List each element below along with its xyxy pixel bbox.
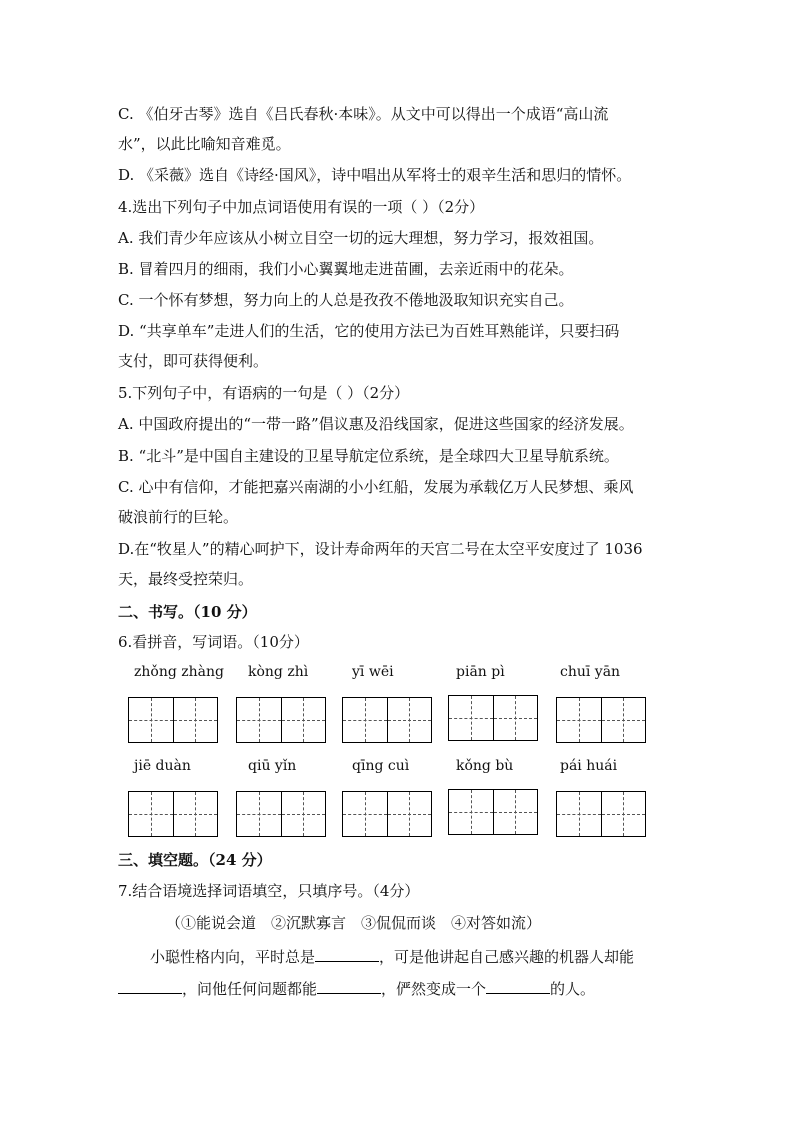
writing-box[interactable] [128, 791, 218, 837]
writing-grid-row-2 [0, 791, 794, 839]
q3-option-c-line1: C. 《伯牙古琴》选自《吕氏春秋·本味》。从文中可以得出一个成语“高山流 [118, 105, 609, 123]
q7-stem: 7.结合语境选择词语填空，只填序号。（4分） [118, 882, 420, 900]
q6-stem: 6.看拼音，写词语。（10分） [118, 633, 309, 651]
pinyin-label: jiē duàn [134, 758, 191, 774]
q4-option-d-line2: 支付，即可获得便利。 [118, 352, 269, 370]
pinyin-label: yī wēi [352, 664, 394, 680]
q3-option-d: D. 《采薇》选自《诗经·国风》，诗中唱出从军将士的艰辛生活和思归的情怀。 [118, 166, 632, 184]
q4-option-d-line1: D. “共享单车”走进人们的生活，它的使用方法已为百姓耳熟能详，只要扫码 [118, 322, 620, 340]
q4-option-c: C. 一个怀有梦想，努力向上的人总是孜孜不倦地汲取知识充实自己。 [118, 291, 574, 309]
q7-passage-line1 [150, 945, 634, 967]
passage-text: 的人。 [550, 980, 596, 998]
fill-blank-4[interactable] [486, 977, 550, 994]
pinyin-label: pái huái [560, 758, 618, 774]
writing-box[interactable] [236, 791, 326, 837]
q5-option-c-line1: C. 心中有信仰，才能把嘉兴南湖的小小红船，发展为承载亿万人民梦想、乘风 [118, 478, 634, 496]
q5-option-c-line2: 破浪前行的巨轮。 [118, 508, 239, 526]
writing-box[interactable] [448, 789, 538, 835]
writing-box[interactable] [448, 695, 538, 741]
writing-grid-row-1 [0, 697, 794, 745]
passage-text: 小聪性格内向，平时总是 [150, 948, 316, 966]
pinyin-label: kòng zhì [248, 664, 309, 680]
pinyin-label: kǒng bù [456, 758, 514, 774]
writing-box[interactable] [556, 791, 646, 837]
q4-option-b: B. 冒着四月的细雨，我们小心翼翼地走进苗圃，去亲近雨中的花朵。 [118, 260, 574, 278]
fill-blank-3[interactable] [317, 977, 381, 994]
fill-blank-2[interactable] [118, 977, 182, 994]
q3-option-c-line2: 水”，以此比喻知音难觅。 [118, 135, 291, 153]
pinyin-row-1 [0, 664, 794, 684]
section-2-heading: 二、书写。（10 分） [118, 603, 257, 621]
writing-box[interactable] [556, 697, 646, 743]
pinyin-label: zhǒng zhàng [134, 664, 224, 680]
pinyin-label: chuī yān [560, 664, 621, 680]
pinyin-label: qīng cuì [352, 758, 410, 774]
writing-box[interactable] [236, 697, 326, 743]
q5-stem: 5.下列句子中，有语病的一句是（ ）（2分） [118, 384, 410, 402]
writing-box[interactable] [128, 697, 218, 743]
q4-stem: 4.选出下列句子中加点词语使用有误的一项（ ）（2分） [118, 198, 485, 216]
pinyin-label: qiū yǐn [248, 758, 297, 774]
writing-box[interactable] [342, 791, 432, 837]
q5-option-b: B. “北斗”是中国自主建设的卫星导航定位系统，是全球四大卫星导航系统。 [118, 447, 619, 465]
q5-option-a: A. 中国政府提出的“一带一路”倡议惠及沿线国家，促进这些国家的经济发展。 [118, 415, 634, 433]
q7-passage-line2 [118, 977, 595, 999]
passage-text: ，可是他讲起自己感兴趣的机器人却能 [379, 948, 635, 966]
q4-option-a: A. 我们青少年应该从小树立目空一切的远大理想，努力学习，报效祖国。 [118, 229, 604, 247]
writing-box[interactable] [342, 697, 432, 743]
section-3-heading: 三、填空题。（24 分） [118, 851, 272, 869]
q7-word-options: （①能说会道 ②沉默寡言 ③侃侃而谈 ④对答如流） [166, 914, 542, 932]
pinyin-label: piān pì [456, 664, 505, 680]
fill-blank-1[interactable] [315, 945, 379, 962]
passage-text: ，问他任何问题都能 [182, 980, 318, 998]
pinyin-row-2 [0, 758, 794, 778]
q5-option-d-line2: 天，最终受控荣归。 [118, 570, 254, 588]
q5-option-d-line1: D.在“牧星人”的精心呵护下，设计寿命两年的天宫二号在太空平安度过了 1036 [118, 540, 643, 558]
passage-text: ，俨然变成一个 [381, 980, 487, 998]
